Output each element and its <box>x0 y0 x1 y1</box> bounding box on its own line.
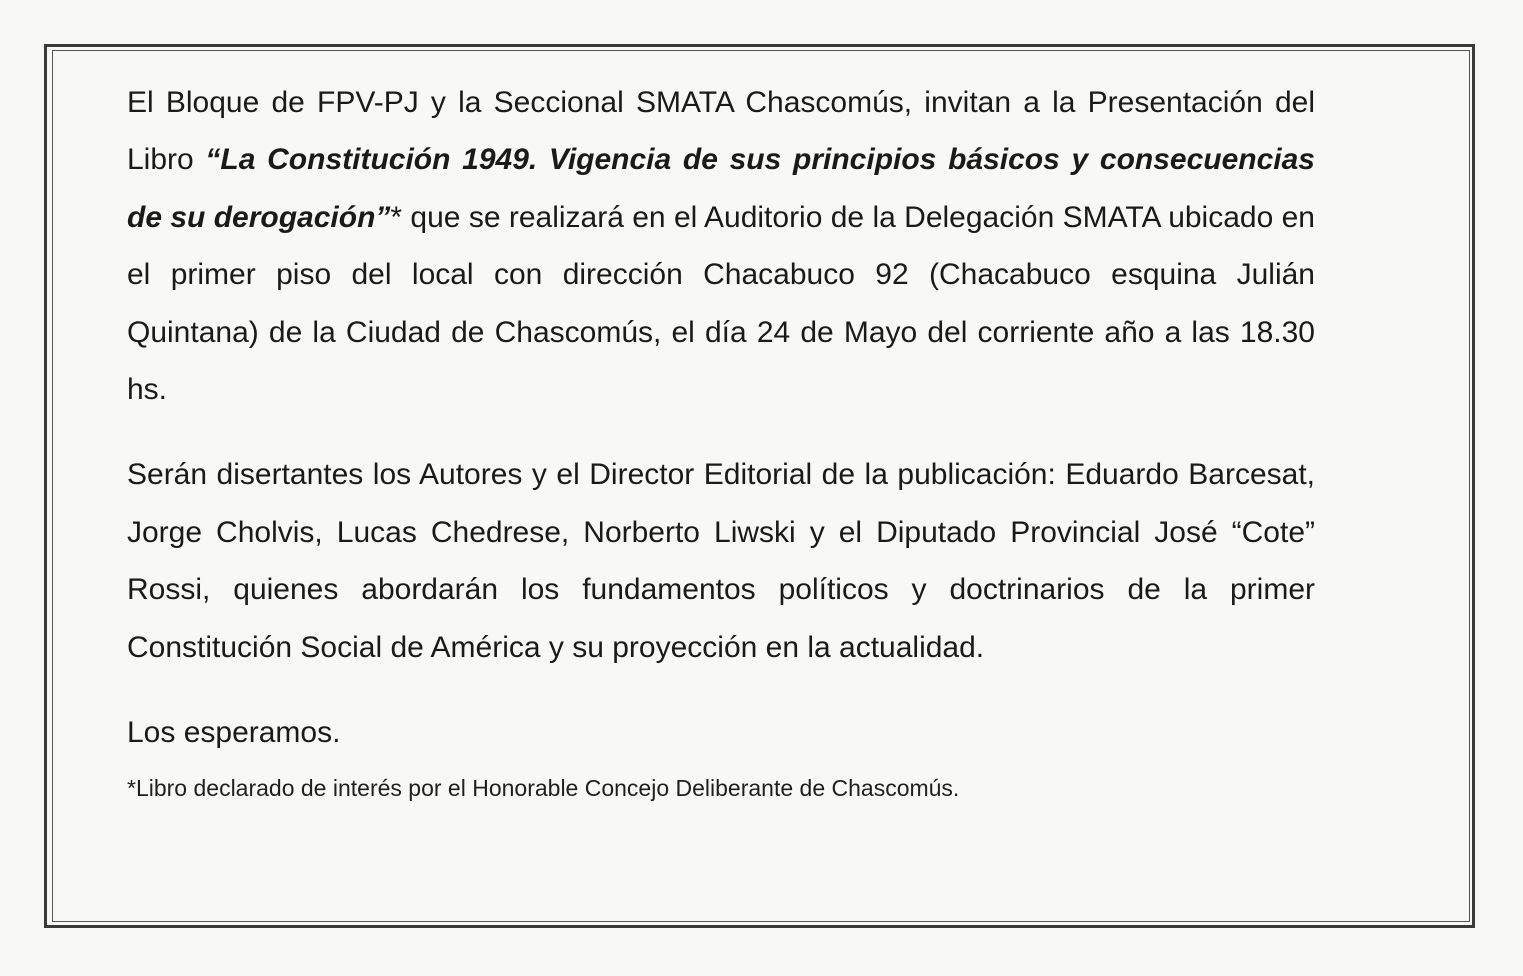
invitation-intro-text: El Bloque de FPV-PJ y la Seccional SMATA Chascomús, invitan a la Presentación del Libro <box>127 86 1315 177</box>
closing-line: Los esperamos. <box>127 716 341 750</box>
book-title: “La Constitución 1949. Vigencia de sus principios básicos y consecuencias de su derogación” <box>127 143 1315 234</box>
event-details-text: * que se realizará en el Auditorio de la Delegación SMATA ubicado en el primer piso del local con dirección Chacabuco 92 (Chacabuco esquina Julián Quintana) de la Ciudad de Chascomús, el día 24 de Mayo del corriente año a las 18.30 hs. <box>127 200 1315 407</box>
speakers-paragraph: Serán disertantes los Autores y el Director Editorial de la publicación: Eduardo Barcesat, Jorge Cholvis, Lucas Chedrese, Norberto Liwski y el Diputado Provincial José “Cote” Rossi, quienes abordarán los fundamentos políticos y doctrinarios de la primer Constitución Social de América y su proyección en la actualidad. <box>127 458 1315 664</box>
invitation-paragraph <box>127 74 1315 418</box>
invitation-body <box>127 74 1315 805</box>
footnote: *Libro declarado de interés por el Honorable Concejo Deliberante de Chascomús. <box>127 775 960 802</box>
